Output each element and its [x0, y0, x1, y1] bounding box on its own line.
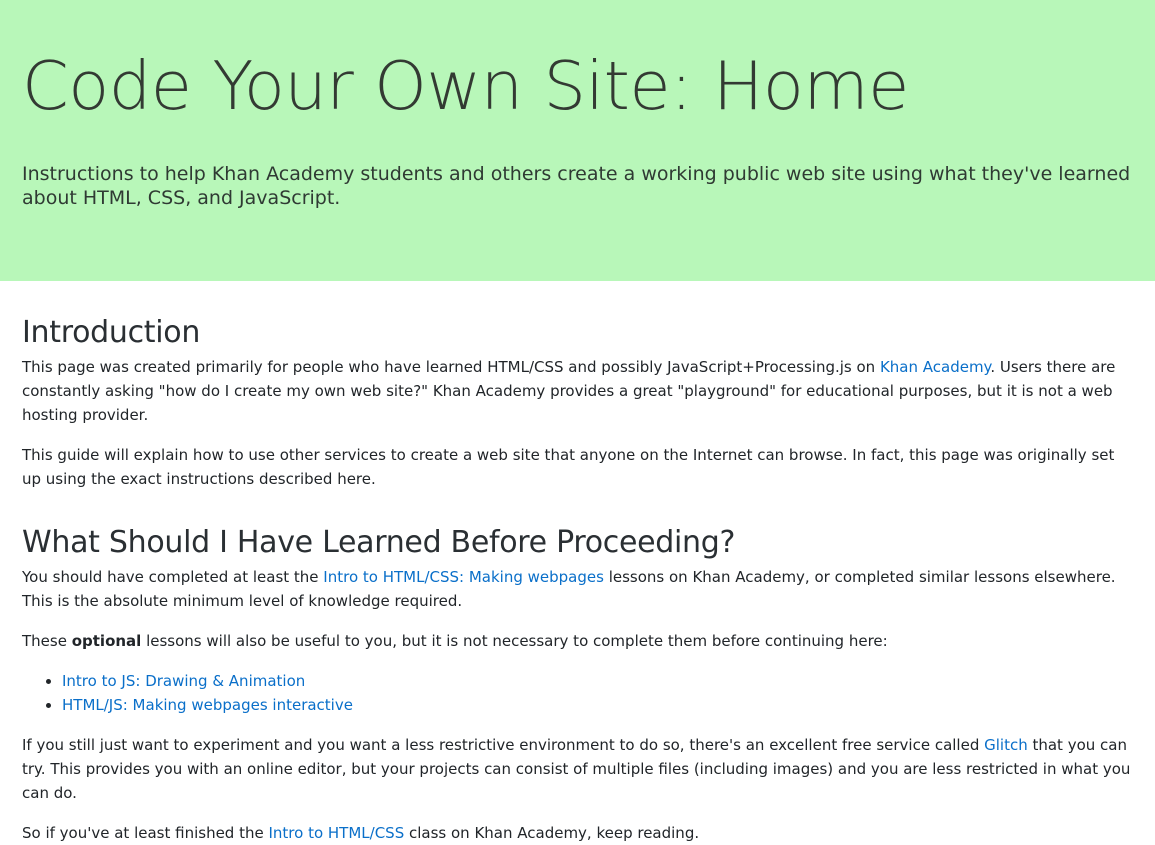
glitch-link[interactable]: Glitch — [984, 736, 1028, 754]
prereq-paragraph-1 — [22, 565, 1133, 613]
intro-paragraph-2: This guide will explain how to use other services to create a web site that anyone on the Internet can browse. In fact, this page was originally set up using the exact instructions described here. — [22, 446, 1115, 488]
prereq-paragraph-4 — [22, 821, 1133, 845]
html-js-interactive-link[interactable]: HTML/JS: Making webpages interactive — [62, 696, 353, 714]
intro-p1-text-after: . Users there are constantly asking "how do I create my own web site?" Khan Academy provides a great "playground" for educational purposes, but it is not a web hosting provider. — [22, 358, 1116, 424]
main-content — [0, 281, 1155, 845]
prereq-paragraph-3 — [22, 733, 1133, 805]
optional-emphasis: optional — [71, 632, 142, 650]
prereq-p1-text-after: lessons on Khan Academy, or completed similar lessons elsewhere. This is the absolute minimum level of knowledge required. — [22, 568, 1116, 610]
list-item — [62, 669, 1133, 693]
introduction-heading: Introduction — [22, 315, 201, 350]
intro-paragraph-1 — [22, 355, 1133, 427]
prereq-paragraph-2 — [22, 629, 1133, 653]
page-lead: Instructions to help Khan Academy students and others create a working public web site using what they've learned about HTML, CSS, and JavaScript. — [22, 163, 1131, 209]
prereq-p2-text-before: These — [22, 632, 72, 650]
optional-lessons-list — [22, 669, 1133, 717]
prereq-p1-text-before: You should have completed at least the — [22, 568, 324, 586]
prereq-p2-text-after: lessons will also be useful to you, but it is not necessary to complete them before continuing here: — [141, 632, 888, 650]
prereq-p4-text-before: So if you've at least finished the — [22, 824, 269, 842]
prereq-p3-text-before: If you still just want to experiment and you want a less restrictive environment to do so, there's an excellent free service called — [22, 736, 985, 754]
page-header — [0, 0, 1155, 281]
list-item — [62, 693, 1133, 717]
prereq-p3-text-after: that you can try. This provides you with an online editor, but your projects can consist of multiple files (including images) and you are less restricted in what you can do. — [22, 736, 1131, 802]
prerequisites-section — [22, 521, 1133, 845]
intro-html-css-making-webpages-link[interactable]: Intro to HTML/CSS: Making webpages — [323, 568, 604, 586]
page-title: Code Your Own Site: Home — [22, 47, 909, 125]
intro-p1-text-before: This page was created primarily for people who have learned HTML/CSS and possibly JavaScript+Processing.js on — [22, 358, 880, 376]
khan-academy-link[interactable]: Khan Academy — [879, 358, 991, 376]
prerequisites-heading: What Should I Have Learned Before Proceeding? — [22, 525, 736, 560]
prereq-p4-text-after: class on Khan Academy, keep reading. — [404, 824, 700, 842]
intro-js-drawing-animation-link[interactable]: Intro to JS: Drawing & Animation — [62, 672, 306, 690]
introduction-section — [22, 311, 1133, 491]
intro-html-css-link[interactable]: Intro to HTML/CSS — [268, 824, 405, 842]
